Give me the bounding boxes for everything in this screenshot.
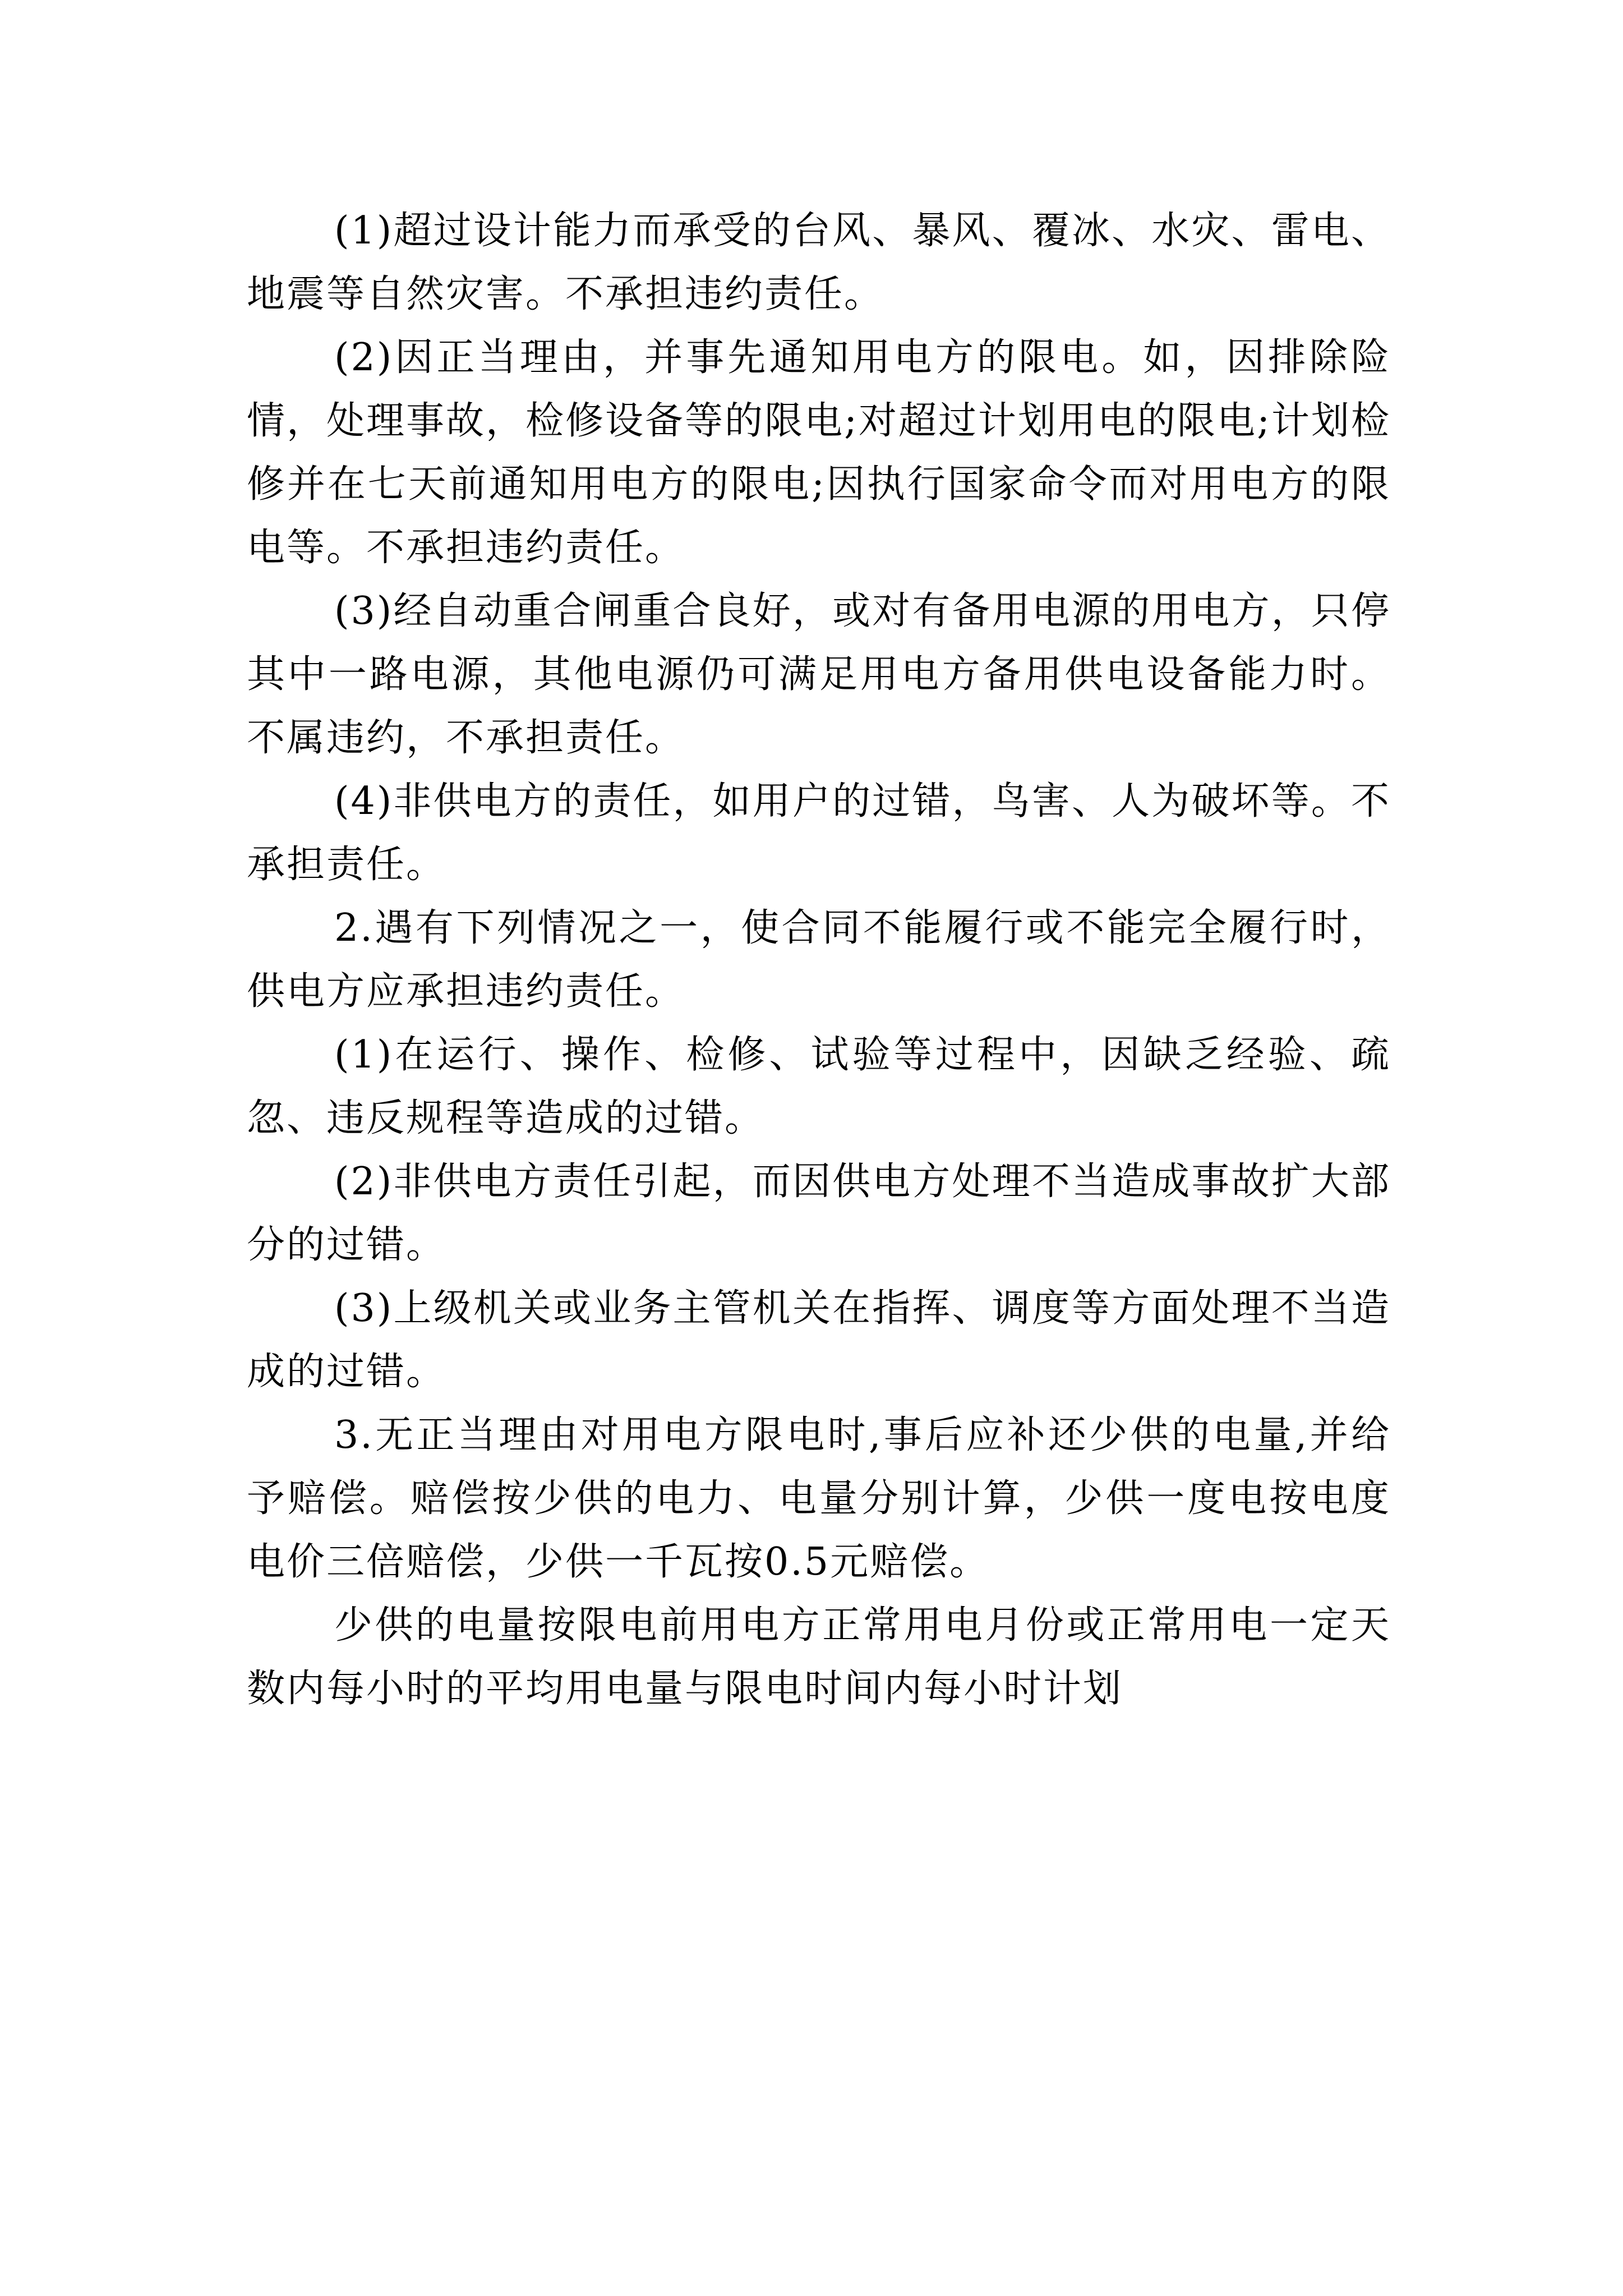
paragraph-item-3-superior-authority: (3)上级机关或业务主管机关在指挥、调度等方面处理不当造成的过错。 xyxy=(247,1286,1391,1394)
paragraph-item-4-non-supplier: (4)非供电方的责任，如用户的过错，鸟害、人为破坏等。不承担责任。 xyxy=(247,779,1391,887)
paragraph-item-1-typhoon: (1)超过设计能力而承受的台风、暴风、覆冰、水灾、雷电、地震等自然灾害。不承担违约责任。 xyxy=(247,209,1391,316)
document-page xyxy=(247,199,1391,1720)
paragraph-item-2-improper-handling: (2)非供电方责任引起，而因供电方处理不当造成事故扩大部分的过错。 xyxy=(247,1159,1391,1267)
paragraph-item-1-operation-fault: (1)在运行、操作、检修、试验等过程中，因缺乏经验、疏忽、违反规程等造成的过错。 xyxy=(247,1033,1391,1140)
paragraph-shortfall-calculation: 少供的电量按限电前用电方正常用电月份或正常用电一定天数内每小时的平均用电量与限电时间内每小时计划 xyxy=(247,1603,1391,1711)
paragraph-item-2-justified-limit: (2)因正当理由，并事先通知用电方的限电。如，因排除险情，处理事故，检修设备等的限电;对超过计划用电的限电;计划检修并在七天前通知用电方的限电;因执行国家命令而对用电方的限电等。不承担违约责任。 xyxy=(247,335,1391,570)
paragraph-item-3-auto-reclose: (3)经自动重合闸重合良好，或对有备用电源的用电方，只停其中一路电源，其他电源仍可满足用电方备用供电设备能力时。不属违约，不承担责任。 xyxy=(247,589,1391,760)
paragraph-section-3-compensation: 3.无正当理由对用电方限电时,事后应补还少供的电量,并给予赔偿。赔偿按少供的电力、电量分别计算，少供一度电按电度电价三倍赔偿，少供一千瓦按0.5元赔偿。 xyxy=(247,1413,1391,1584)
paragraph-section-2-liability: 2.遇有下列情况之一，使合同不能履行或不能完全履行时，供电方应承担违约责任。 xyxy=(247,906,1391,1014)
